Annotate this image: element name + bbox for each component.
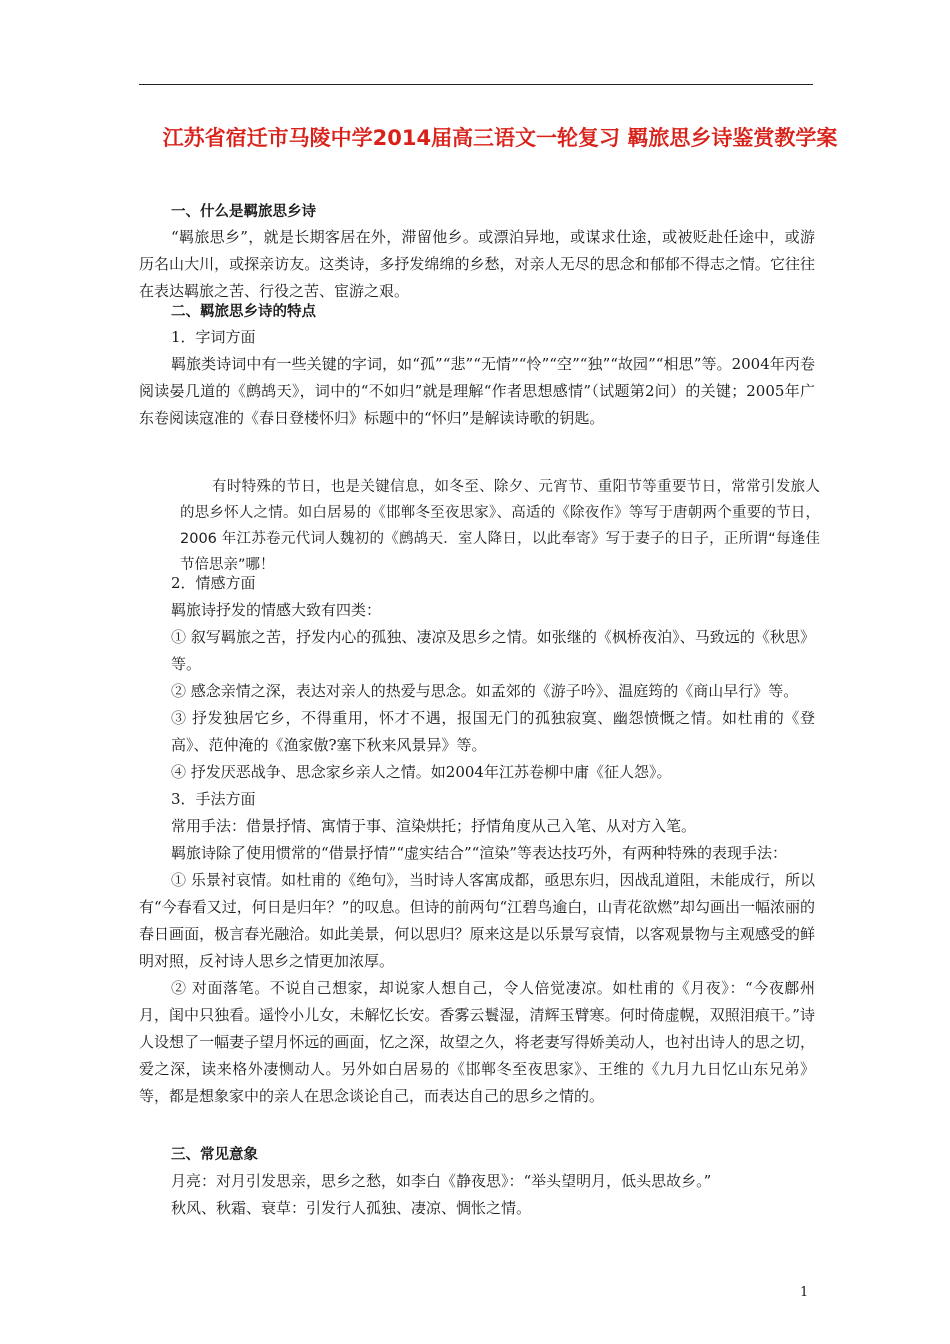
section-2-bottom <box>139 570 815 1110</box>
subsection-technique-heading: 3．手法方面 <box>171 790 256 808</box>
emotion-item: ① 叙写羁旅之苦，抒发内心的孤独、凄凉及思乡之情。如张继的《枫桥夜泊》、马致远的《秋思》等。 <box>171 628 815 673</box>
technique-intro: 羁旅诗除了使用惯常的“借景抒情”“虚实结合”“渲染”等表达技巧外，有两种特殊的表现手法： <box>171 844 788 862</box>
section-1-paragraph: “羁旅思乡”，就是长期客居在外，滞留他乡。或漂泊异地，或谋求仕途，或被贬赴任途中，或游历名山大川，或探亲访友。这类诗，多抒发绵绵的乡愁，对亲人无尽的思念和郁郁不得志之情。它往往在表达羁旅之苦、行役之苦、宦游之艰。 <box>139 228 815 300</box>
section-2-heading: 二、羁旅思乡诗的特点 <box>171 304 316 320</box>
section-1-heading: 一、什么是羁旅思乡诗 <box>171 204 316 220</box>
emotion-item: ③ 抒发独居它乡，不得重用，怀才不遇，报国无门的孤独寂寞、幽怨愤慨之情。如杜甫的《登高》、范仲淹的《渔家傲?塞下秋来风景异》等。 <box>171 709 815 754</box>
emotion-item: ④ 抒发厌恶战争、思念家乡亲人之情。如2004年江苏卷柳中庸《征人怨》。 <box>171 763 672 781</box>
section-1 <box>139 200 815 305</box>
page-number: 1 <box>800 1285 809 1300</box>
imagery-item: 秋风、秋霜、衰草：引发行人孤独、凄凉、惆怅之情。 <box>171 1199 532 1217</box>
technique-common: 常用手法：借景抒情、寓情于事、渲染烘托；抒情角度从己入笔、从对方入笔。 <box>171 817 697 835</box>
header-rule <box>139 84 813 85</box>
emotion-item: ② 感念亲情之深，表达对亲人的热爱与思念。如孟郊的《游子吟》、温庭筠的《商山早行》等。 <box>171 682 799 700</box>
technique-item: ② 对面落笔。不说自己想家，却说家人想自己，令人倍觉凄凉。如杜甫的《月夜》：“今夜鄜州月，闺中只独看。遥怜小儿女，未解忆长安。香雾云鬟湿，清辉玉臂寒。何时倚虚幌，双照泪痕干。”诗人设想了一幅妻子望月怀远的画面，忆之深，故望之久，将老妻写得娇美动人，也衬出诗人的思之切，爱之深，读来格外凄恻动人。另外如白居易的《邯郸冬至夜思家》、王维的《九月九日忆山东兄弟》等，都是想象家中的亲人在思念谈论自己，而表达自己的思乡之情的。 <box>139 979 815 1105</box>
subsection-words-heading: 1．字词方面 <box>171 328 256 346</box>
subsection-emotion-intro: 羁旅诗抒发的情感大致有四类： <box>171 601 382 619</box>
imagery-item: 月亮：对月引发思亲，思乡之愁，如李白《静夜思》：“举头望明月，低头思故乡。” <box>171 1172 712 1190</box>
scanned-festival-paragraph: 有时特殊的节日，也是关键信息，如冬至、除夕、元宵节、重阳节等重要节日，常常引发旅人的思乡怀人之情。如白居易的《邯郸冬至夜思家》、高适的《除夜作》等写于唐朝两个重要的节日，2006 年江苏卷元代词人魏初的《鹧鸪天．室人降日，以此奉寄》写于妻子的日子，正所谓“每逢佳节倍思亲”哪！ <box>180 479 820 573</box>
section-3 <box>139 1142 815 1222</box>
section-3-heading: 三、常见意象 <box>171 1147 258 1163</box>
technique-item: ① 乐景衬哀情。如杜甫的《绝句》，当时诗人客寓成都，亟思东归，因战乱道阻，未能成行，所以有“今春看又过，何日是归年？”的叹息。但诗的前两句“江碧鸟逾白，山青花欲燃”却勾画出一幅浓丽的春日画面，极言春光融洽。如此美景，何以思归？原来这是以乐景写哀情，以客观景物与主观感受的鲜明对照，反衬诗人思乡之情更加浓厚。 <box>139 871 815 970</box>
document-title: 江苏省宿迁市马陵中学2014届高三语文一轮复习 羁旅思乡诗鉴赏教学案 <box>162 126 838 150</box>
subsection-emotion-heading: 2．情感方面 <box>171 574 256 592</box>
subsection-words-paragraph: 羁旅类诗词中有一些关键的字词，如“孤”“悲”“无情”“怜”“空”“独”“故园”“相思”等。2004年丙卷阅读晏几道的《鹧鸪天》，词中的“不如归”就是理解“作者思想感情”（试题第2问）的关键；2005年广东卷阅读寇准的《春日登楼怀归》标题中的“怀归”是解读诗歌的钥匙。 <box>139 355 815 427</box>
section-2-top <box>139 300 815 432</box>
